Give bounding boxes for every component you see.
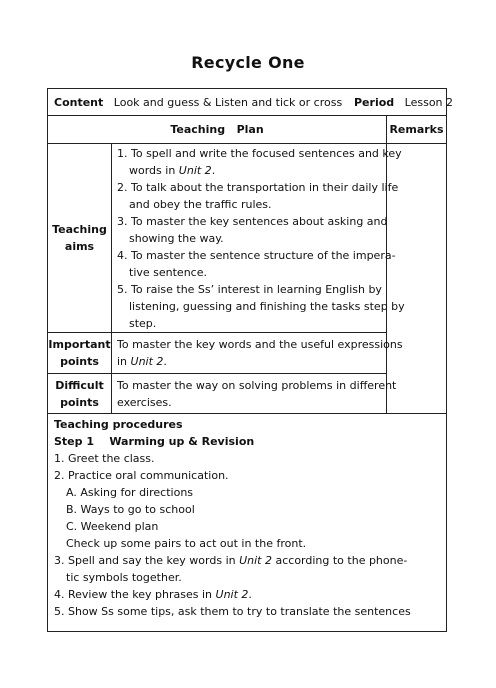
period-row: [354, 94, 453, 111]
text-emphasis: Unit 2: [215, 588, 249, 601]
label-line: Important: [48, 338, 111, 351]
aim-line: listening, guessing and finishing the tasks step by: [129, 300, 405, 313]
procedure-line: C. Weekend plan: [66, 520, 159, 533]
text-emphasis: Unit 2: [130, 355, 164, 368]
period-value: Lesson 2: [404, 96, 454, 109]
procedure-line: tic symbols together.: [66, 571, 182, 584]
period-label: Period: [354, 96, 395, 109]
aim-text: .: [211, 164, 216, 177]
aim-line: tive sentence.: [129, 266, 207, 279]
procedure-line: [54, 586, 411, 603]
label-line: points: [60, 396, 99, 409]
label-line: points: [60, 355, 99, 368]
row-divider: [48, 373, 387, 374]
text-line: To master the way on solving problems in different: [117, 379, 397, 392]
procedure-line: [54, 552, 411, 569]
aim-line: 3. To master the key sentences about asking and: [117, 215, 388, 228]
text-span: in: [117, 355, 131, 368]
label-line: aims: [64, 240, 95, 253]
column-divider: [111, 143, 112, 413]
text-line: [117, 353, 403, 370]
important-points-text: [117, 336, 403, 370]
procedure-line: B. Ways to go to school: [66, 503, 195, 516]
aim-line: [117, 162, 405, 179]
content-row: [54, 94, 342, 111]
procedures-heading: Teaching procedures: [54, 418, 183, 431]
teaching-aims-label: [48, 221, 111, 255]
aim-line: and obey the traffic rules.: [129, 198, 272, 211]
text-line: exercises.: [117, 396, 172, 409]
procedure-line: 2. Practice oral communication.: [54, 469, 229, 482]
procedure-line: A. Asking for directions: [66, 486, 194, 499]
text-span: according to the phone-: [271, 554, 408, 567]
page-title: Recycle One: [191, 53, 305, 72]
text-emphasis: Unit 2: [239, 554, 272, 567]
procedure-line: 5. Show Ss some tips, ask them to try to translate the sentences: [54, 605, 411, 618]
remarks-header: Remarks: [389, 123, 444, 136]
aim-line: 1. To spell and write the focused sentences and key: [117, 147, 402, 160]
aim-line: 4. To master the sentence structure of the impera-: [117, 249, 396, 262]
text-span: .: [248, 588, 252, 601]
aim-emphasis: Unit 2: [178, 164, 212, 177]
step-heading: Step 1 Warming up & Revision: [54, 435, 255, 448]
teaching-procedures: [54, 416, 411, 620]
lesson-plan-table: [47, 88, 454, 632]
row-divider: [48, 332, 387, 333]
text-span: 4. Review the key phrases in: [54, 588, 216, 601]
aim-line: 2. To talk about the transportation in their daily life: [117, 181, 399, 194]
teaching-plan-header: Teaching Plan: [170, 123, 264, 136]
difficult-points-label: [48, 377, 111, 411]
teaching-aims-list: [117, 145, 405, 332]
procedure-line: Check up some pairs to act out in the front.: [66, 537, 307, 550]
content-value: Look and guess & Listen and tick or cross: [113, 96, 343, 109]
aim-line: 5. To raise the Ss’ interest in learning English by: [117, 283, 382, 296]
text-span: .: [163, 355, 167, 368]
procedure-line: 1. Greet the class.: [54, 452, 155, 465]
difficult-points-text: [117, 377, 396, 411]
label-line: Teaching: [52, 223, 107, 236]
aim-line: step.: [129, 317, 157, 330]
aim-line: showing the way.: [129, 232, 224, 245]
row-divider: [48, 413, 446, 414]
important-points-label: [48, 336, 111, 370]
aim-text: words in: [129, 164, 179, 177]
content-label: Content: [54, 96, 104, 109]
label-line: Difficult: [55, 379, 104, 392]
text-line: To master the key words and the useful expressions: [117, 338, 403, 351]
text-span: 3. Spell and say the key words in: [54, 554, 240, 567]
